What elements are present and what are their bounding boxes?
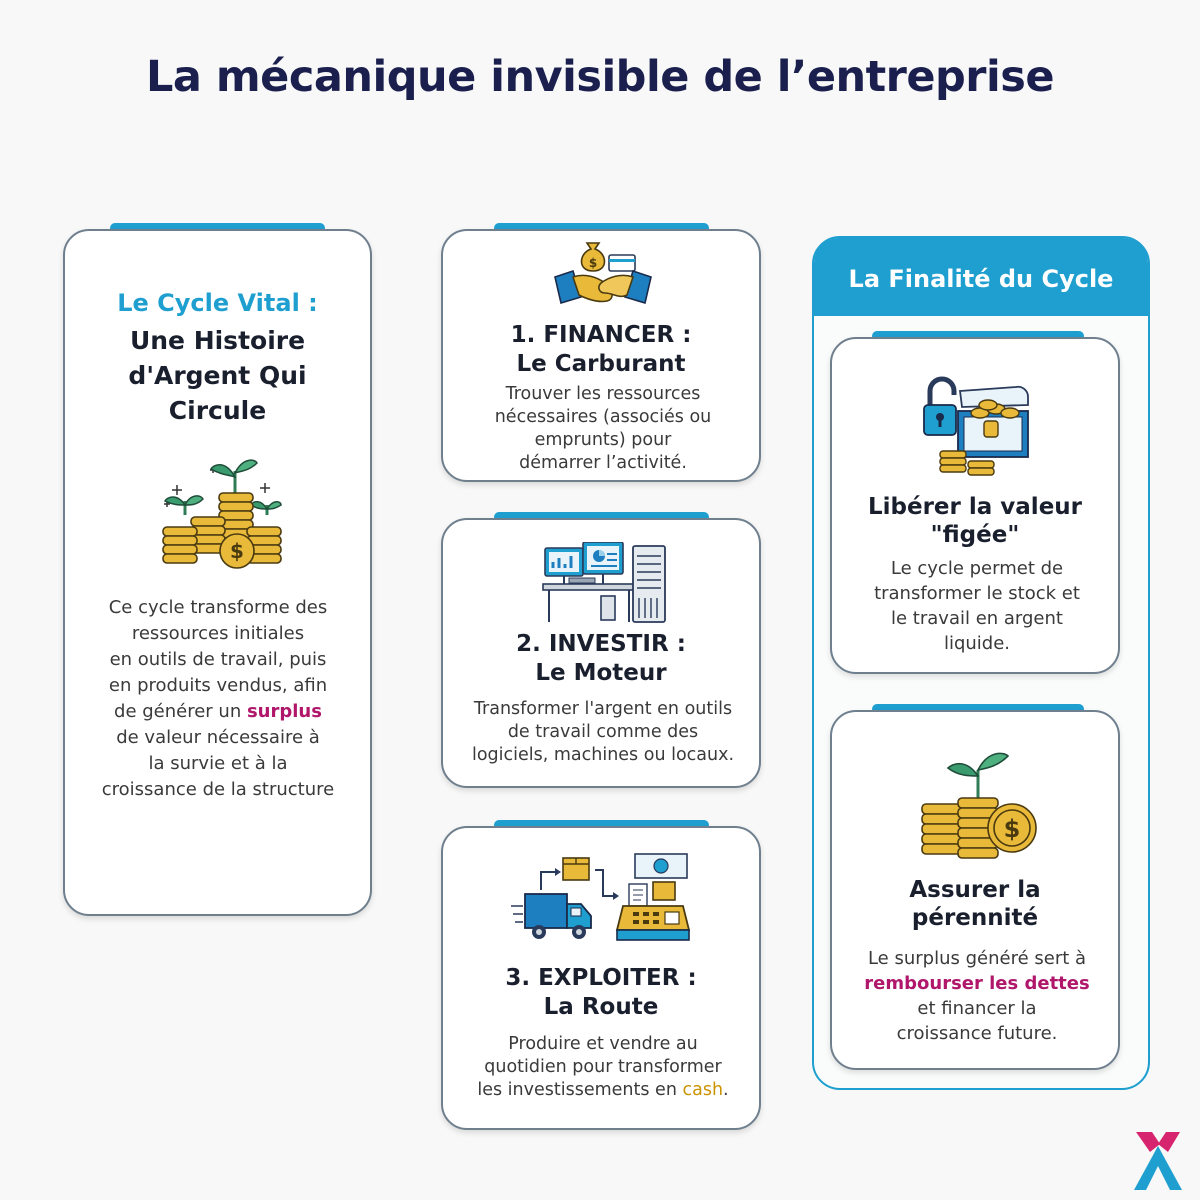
desc-line: nécessaires (associés ou [494,407,712,427]
title-line: 1. FINANCER : [510,322,692,348]
svg-text:$: $ [588,256,598,270]
coins-plants-icon [155,453,285,573]
liberer-valeur-card [830,337,1120,674]
assurer-perennite-card [830,710,1120,1070]
heading-line: d'Argent Qui [128,361,307,390]
body-line: de valeur nécessaire à [116,727,320,748]
page-title: La mécanique invisible de l’entreprise [145,52,1055,102]
desc-line: emprunts) pour [534,430,672,450]
brand-x-logo [1130,1128,1186,1190]
finality-card1-title [832,493,1118,549]
handshake-money-icon [553,237,653,315]
svg-text:$: $ [230,539,244,563]
step-financer-card [441,229,761,482]
title-line: "figée" [930,522,1020,548]
body-text: de générer un [114,701,247,722]
body-line: la survie et à la [148,753,288,774]
body-line: croissance de la structure [101,779,335,800]
step1-title [443,321,759,379]
desc-line: et financer la [917,998,1037,1019]
heading-line: Une Histoire [129,326,306,355]
finality-header: La Finalité du Cycle [814,238,1148,316]
step-investir-card [441,518,761,788]
finality-card2-description [846,946,1108,1046]
surplus-highlight: surplus [246,701,322,722]
unlocked-chest-icon [920,365,1034,479]
step2-title [443,630,759,688]
desc-text: . [723,1080,729,1100]
desc-line [457,1079,749,1102]
desc-line: le travail en argent [891,608,1063,629]
desc-line: Trouver les ressources [505,384,701,404]
desc-line: quotidien pour transformer [484,1057,722,1077]
title-line: Le Carburant [516,351,686,377]
cash-highlight: cash [682,1080,724,1100]
title-line: pérennité [911,905,1039,931]
title-line: Assurer la [909,877,1041,903]
desc-text: les investissements en [477,1080,683,1100]
heading-line: Circule [168,396,267,425]
dettes-highlight: rembourser les dettes [864,973,1090,994]
desc-line: liquide. [943,633,1011,654]
step3-title [443,964,759,1022]
coins-growth-icon [918,740,1042,864]
cycle-vital-body [83,595,353,803]
desc-line: démarrer l’activité. [519,453,687,473]
title-line: 3. EXPLOITER : [505,965,697,991]
cycle-vital-heading-accent: Le Cycle Vital : [117,289,318,317]
desc-line: croissance future. [896,1023,1058,1044]
desc-line: Transformer l'argent en outils [473,699,733,719]
cycle-vital-heading [65,323,370,428]
body-line [83,699,353,725]
desc-line: logiciels, machines ou locaux. [471,745,735,765]
title-line: 2. INVESTIR : [516,631,686,657]
cycle-vital-card [63,229,372,916]
workstation-icon [539,542,669,624]
step2-description [457,698,749,767]
body-line: Ce cycle transforme des [108,597,328,618]
desc-line: Le surplus généré sert à [867,948,1087,969]
title-line: Le Moteur [535,660,667,686]
desc-line: Produire et vendre au [508,1034,698,1054]
desc-line: de travail comme des [507,722,699,742]
step-exploiter-card [441,826,761,1130]
desc-line: Le cycle permet de [890,558,1064,579]
svg-text:$: $ [1003,815,1021,843]
title-line: Libérer la valeur [867,494,1083,520]
body-line: ressources initiales [131,623,305,644]
finality-card1-description [846,556,1108,656]
step1-description [457,383,749,475]
step3-description [457,1033,749,1102]
body-line: en outils de travail, puis [109,649,327,670]
body-line: en produits vendus, afin [108,675,328,696]
delivery-register-icon [511,852,695,944]
title-line: La Route [543,994,659,1020]
finality-card2-title [832,876,1118,932]
desc-line: transformer le stock et [874,583,1080,604]
